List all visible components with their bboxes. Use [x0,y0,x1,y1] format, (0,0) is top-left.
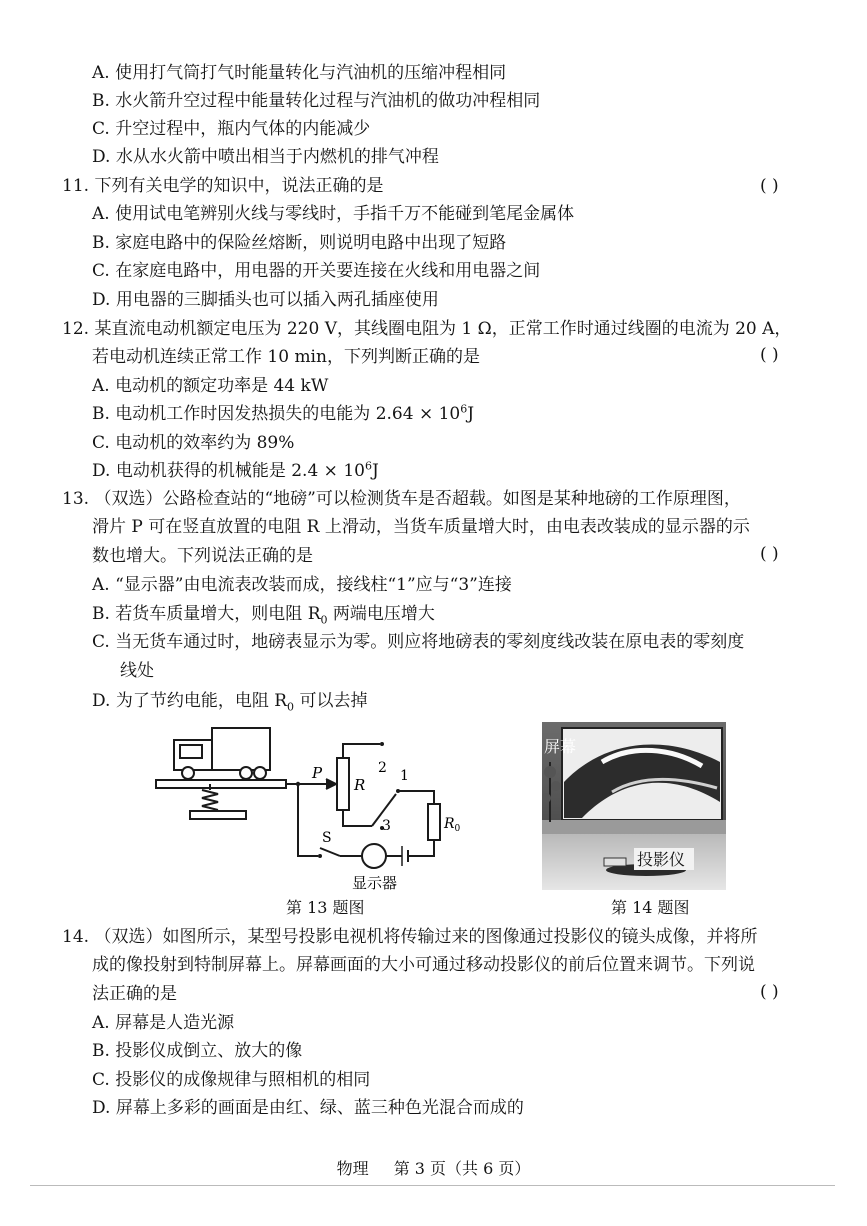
spring-icon [202,790,218,810]
q12-option-d-text: D. 电动机获得的机械能是 2.4 × 10 [92,461,365,481]
q10-option-c: C. 升空过程中，瓶内气体的内能减少 [92,119,371,139]
label-3: 3 [382,818,391,834]
projector-device [604,858,626,866]
q13-option-c-line2: 线处 [120,661,154,681]
q12-option-a: A. 电动机的额定功率是 44 kW [92,376,329,396]
footer-subject: 物理 [336,1159,369,1178]
q13-option-d-text: D. 为了节约电能，电阻 R [92,691,288,711]
truck-icon [174,728,270,779]
footer-divider [30,1185,835,1186]
label-p: P [312,764,323,782]
label-r0: $R_0$ [444,816,460,834]
q13-option-b [92,603,435,625]
q13-stem-line2: 滑片 P 可在竖直放置的电阻 R 上滑动，当货车质量增大时，由电表改装成的显示器的示 [92,517,750,537]
q14-stem-line3: 法正确的是 [92,984,177,1004]
q12-option-d [92,460,379,482]
q11-stem: 11. 下列有关电学的知识中，说法正确的是 [62,176,384,196]
label-projector: 投影仪 [637,850,686,869]
q13-option-d-tail: 可以去掉 [294,691,368,711]
q11-answer-paren: ( ) [760,176,779,196]
q14-option-b: B. 投影仪成倒立、放大的像 [92,1041,303,1061]
q14-option-c: C. 投影仪的成像规律与照相机的相同 [92,1070,371,1090]
resistor-r0 [428,804,440,840]
q13-option-d-subscript: 0 [287,700,295,714]
q12-option-d-unit: J [371,461,379,481]
q12-answer-paren: ( ) [760,345,779,365]
q14-answer-paren: ( ) [760,982,779,1002]
q13-option-c-line1: C. 当无货车通过时，地磅表显示为零。则应将地磅表的零刻度线改装在原电表的零刻度 [92,632,745,652]
q12-option-d-exponent: 6 [364,459,372,473]
figure14-caption: 第 14 题图 [611,898,690,917]
q12-option-b [92,403,474,425]
q11-option-a: A. 使用试电笔辨别火线与零线时，手指千万不能碰到笔尾金属体 [92,204,575,224]
figure13-caption: 第 13 题图 [286,898,365,917]
q10-option-a: A. 使用打气筒打气时能量转化与汽油机的压缩冲程相同 [92,63,507,83]
q14-option-d: D. 屏幕上多彩的画面是由红、绿、蓝三种色光混合而成的 [92,1098,524,1118]
q13-option-b-tail: 两端电压增大 [327,604,435,624]
page-footer [0,1156,867,1179]
resistor-r [337,758,349,810]
q14-stem-line1: 14. （双选）如图所示，某型号投影电视机将传输过来的图像通过投影仪的镜头成像，并将所 [62,927,758,947]
q10-option-b: B. 水火箭升空过程中能量转化过程与汽油机的做功冲程相同 [92,91,541,111]
q12-stem-line2: 若电动机连续正常工作 10 min，下列判断正确的是 [92,347,480,367]
q12-option-b-unit: J [467,404,475,424]
q13-option-d [92,690,367,712]
q13-option-a: A. “显示器”由电流表改装而成，接线柱“1”应与“3”连接 [92,575,512,595]
q13-option-b-text: B. 若货车质量增大，则电阻 R [92,604,321,624]
q13-option-b-subscript: 0 [320,613,328,627]
q12-option-b-exponent: 6 [460,402,468,416]
label-display: 显示器 [352,874,398,892]
q12-option-c: C. 电动机的效率约为 89% [92,433,295,453]
footer-page-number: 第 3 页（共 6 页） [393,1159,531,1178]
q13-stem-line1: 13. （双选）公路检查站的“地磅”可以检测货车是否超载。如图是某种地磅的工作原理图， [62,489,741,509]
q12-option-b-text: B. 电动机工作时因发热损失的电能为 2.64 × 10 [92,404,461,424]
q11-option-c: C. 在家庭电路中，用电器的开关要连接在火线和用电器之间 [92,261,541,281]
q13-stem-line3: 数也增大。下列说法正确的是 [92,546,313,566]
label-s: S [322,830,332,846]
label-1: 1 [400,768,409,784]
q13-answer-paren: ( ) [760,544,779,564]
q12-stem-line1: 12. 某直流电动机额定电压为 220 V，其线圈电阻为 1 Ω，正常工作时通过线圈的电流为 20 A， [62,319,792,339]
label-r: R [354,776,366,794]
label-screen: 屏幕 [544,737,577,756]
display-meter [362,844,386,868]
q14-stem-line2: 成的像投射到特制屏幕上。屏幕画面的大小可通过移动投影仪的前后位置来调节。下列说 [92,955,755,975]
figure14-projector-photo [542,722,726,890]
q14-option-a: A. 屏幕是人造光源 [92,1013,235,1033]
q10-option-d: D. 水从水火箭中喷出相当于内燃机的排气冲程 [92,147,439,167]
figure13-circuit-diagram [150,718,460,898]
q11-option-d: D. 用电器的三脚插头也可以插入两孔插座使用 [92,290,439,310]
label-2: 2 [378,760,387,776]
q11-option-b: B. 家庭电路中的保险丝熔断，则说明电路中出现了短路 [92,233,507,253]
